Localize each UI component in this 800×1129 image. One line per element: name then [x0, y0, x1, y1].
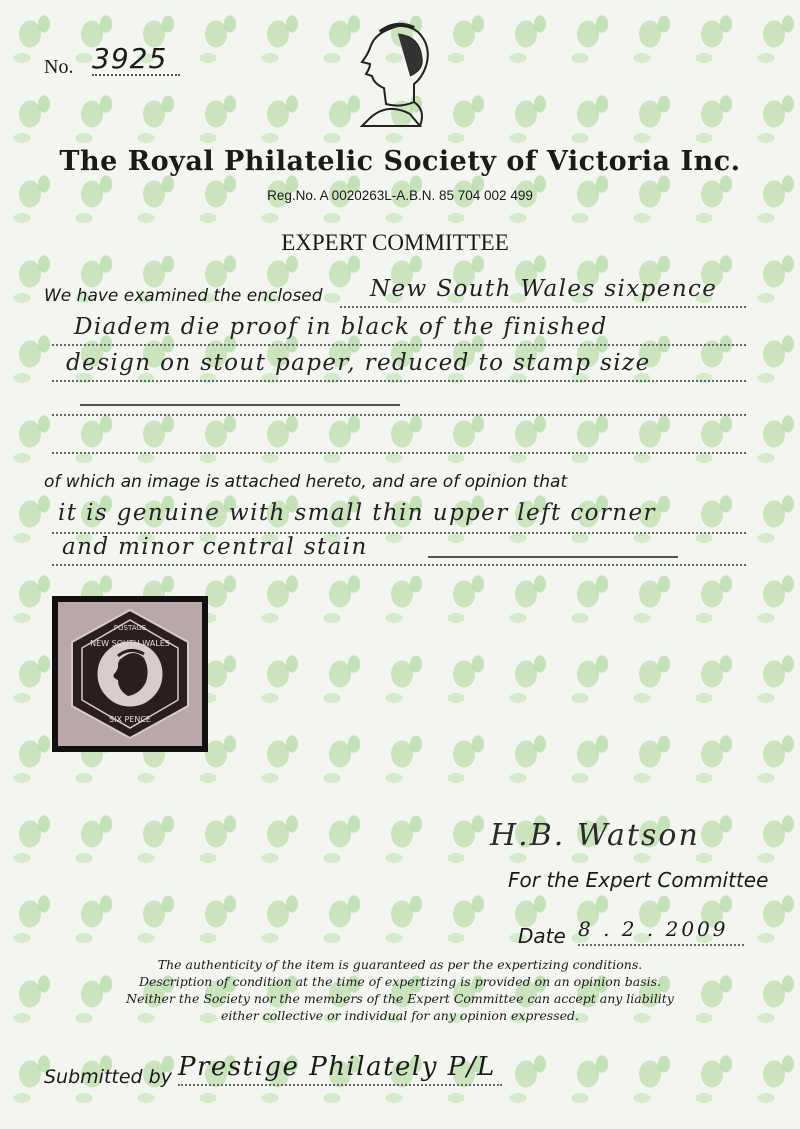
society-name: The Royal Philatelic Society of Victoria Inc. — [59, 146, 741, 177]
registration-number: Reg.No. A 0020263L-A.B.N. 85 704 002 499 — [267, 188, 533, 203]
handwritten-opinion-1: it is genuine with small thin upper left corner — [58, 500, 656, 526]
disclaimer-line: The authenticity of the item is guaranteed as per the expertizing conditions. — [157, 957, 643, 972]
handwritten-line-2: Diadem die proof in black of the finished — [74, 314, 608, 340]
disclaimer — [0, 956, 800, 1024]
dotted-line — [52, 452, 746, 454]
submitted-by-label: Submitted by — [44, 1066, 172, 1088]
opinion-label: of which an image is attached hereto, and are of opinion that — [44, 472, 568, 492]
disclaimer-line: Neither the Society nor the members of the Expert Committee can accept any liability — [126, 991, 674, 1006]
disclaimer-line: either collective or individual for any opinion expressed. — [220, 1008, 580, 1023]
handwritten-opinion-2: and minor central stain — [62, 534, 368, 560]
handwritten-line-3: design on stout paper, reduced to stamp size — [66, 350, 651, 376]
stamp-proof — [52, 596, 208, 752]
date-value: 8 . 2 . 2009 — [578, 914, 744, 946]
stamp-top-text: POSTAGE — [113, 624, 147, 632]
certificate-number-label: No. — [44, 56, 74, 78]
dotted-line — [52, 344, 746, 346]
certificate-number-value: 3925 — [92, 44, 180, 76]
dotted-line — [52, 564, 746, 566]
examined-label: We have examined the enclosed — [44, 286, 323, 306]
queen-profile-emblem — [340, 18, 440, 130]
dotted-line — [340, 306, 746, 308]
strike-line — [80, 404, 400, 406]
submitted-by-value: Prestige Philately P/L — [178, 1050, 502, 1086]
signature-caption: For the Expert Committee — [508, 868, 769, 892]
signature: H.B. Watson — [490, 818, 700, 853]
stamp-image — [52, 596, 208, 752]
date-label: Date — [518, 924, 566, 948]
handwritten-line-1: New South Wales sixpence — [370, 276, 718, 302]
dotted-line — [52, 414, 746, 416]
stamp-name-text: NEW SOUTH WALES — [90, 639, 170, 648]
dotted-line — [52, 380, 746, 382]
committee-title: EXPERT COMMITTEE — [281, 230, 509, 255]
strike-line — [428, 556, 678, 558]
stamp-value-text: SIX PENCE — [109, 715, 151, 724]
disclaimer-line: Description of condition at the time of expertizing is provided on an opinion basis. — [138, 974, 662, 989]
